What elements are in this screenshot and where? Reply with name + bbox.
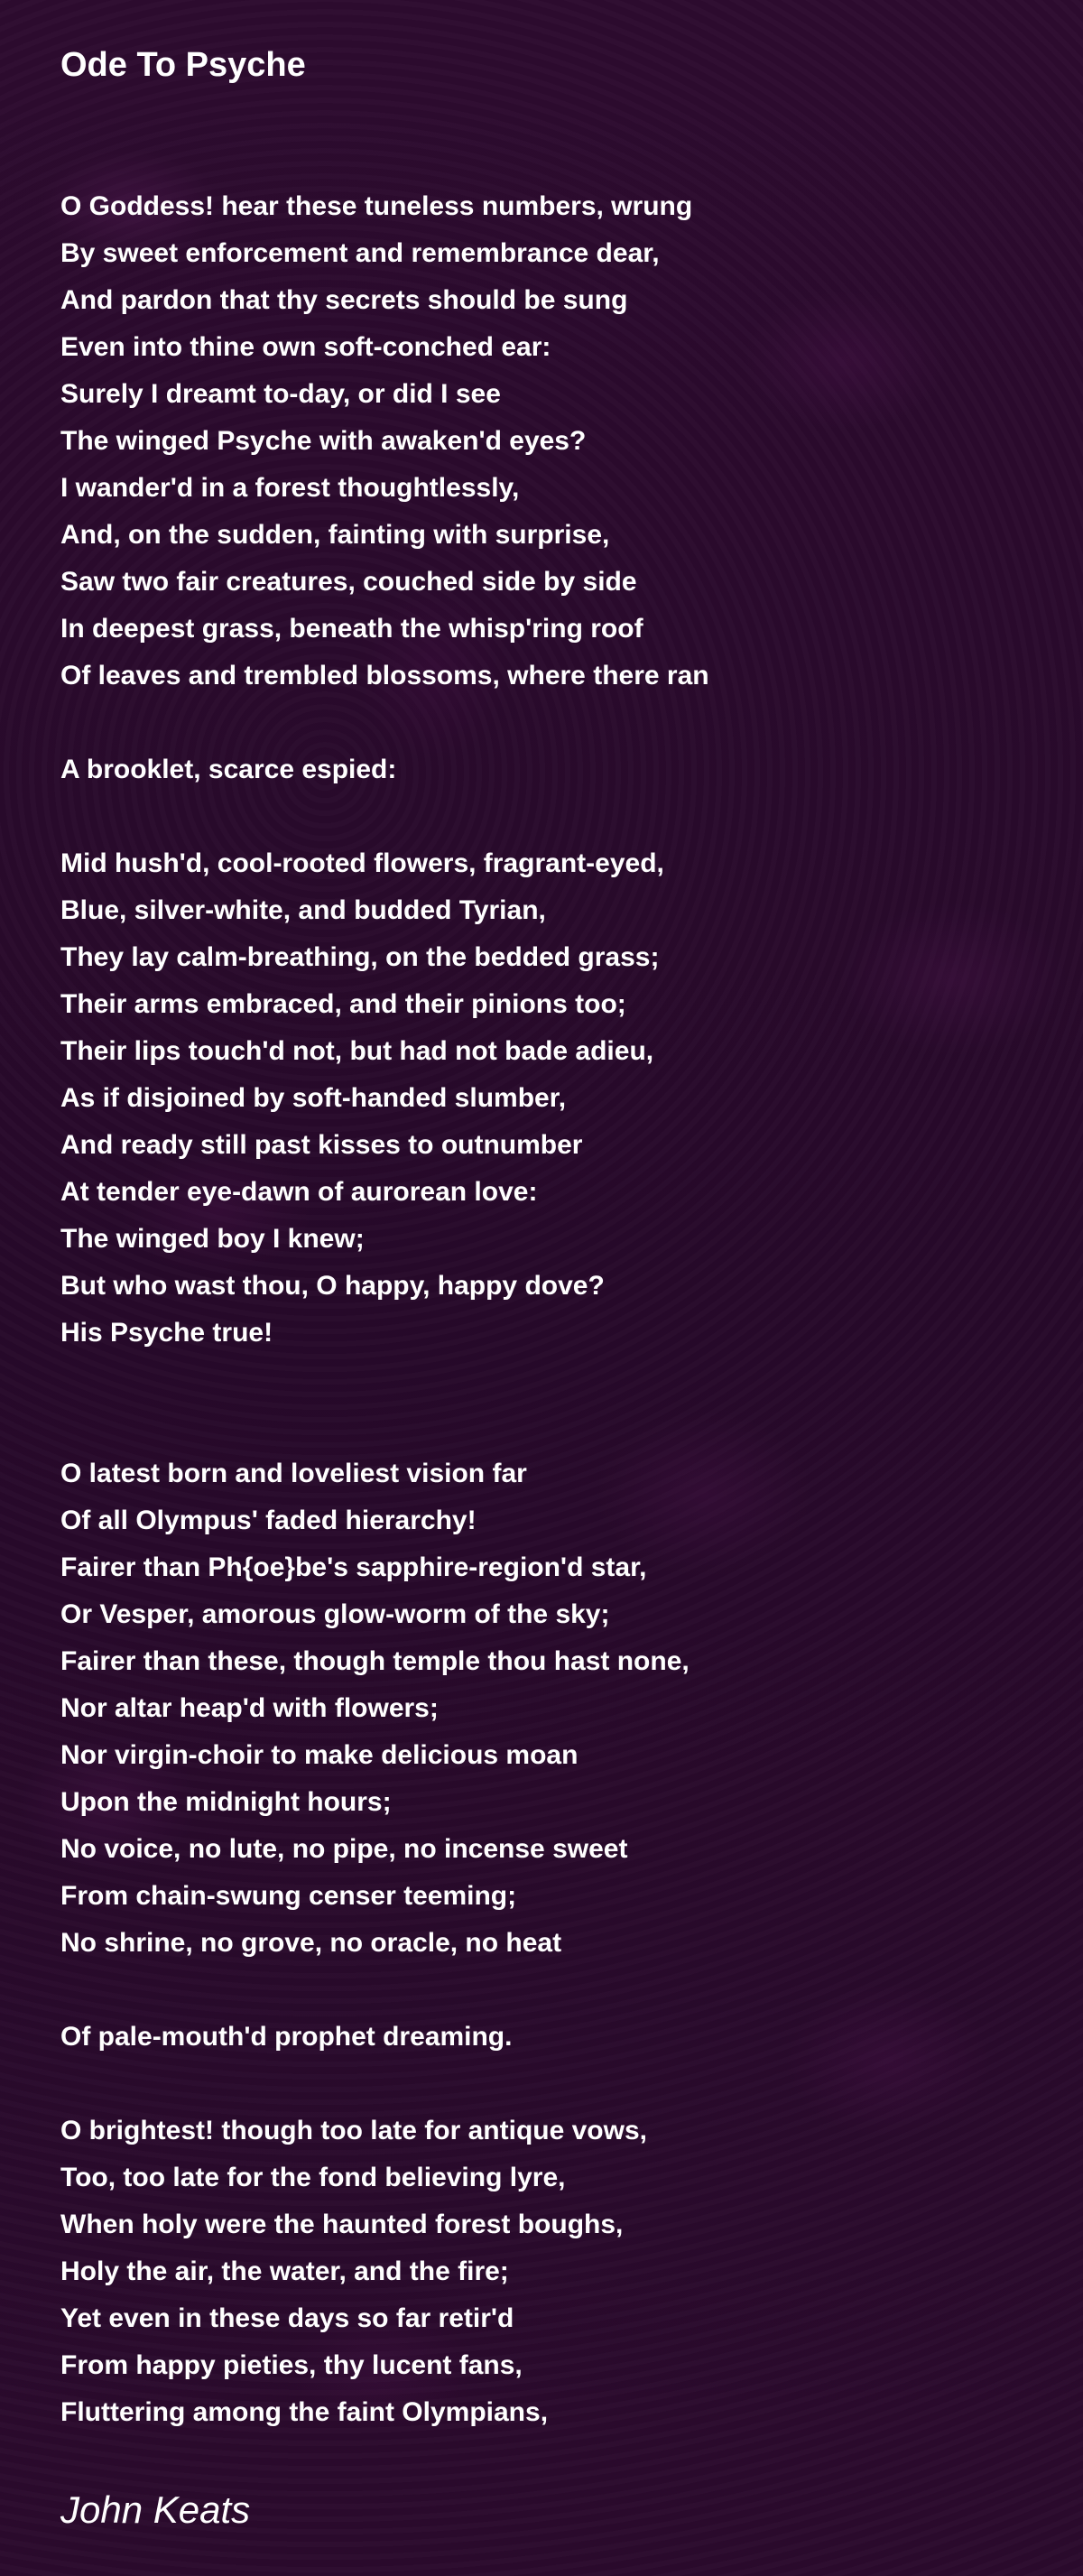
poem-line: The winged boy I knew; [60, 1224, 365, 1254]
poem-line: Blue, silver-white, and budded Tyrian, [60, 895, 546, 925]
stanza-break [60, 1967, 1035, 2014]
poem-line: They lay calm-breathing, on the bedded grass; [60, 942, 660, 972]
poem-line: At tender eye-dawn of aurorean love: [60, 1177, 538, 1207]
poem-line: O latest born and loveliest vision far [60, 1459, 527, 1488]
poem-line: Fluttering among the faint Olympians, [60, 2397, 549, 2427]
poem-body [60, 183, 1035, 2436]
poem-line: O Goddess! hear these tuneless numbers, wrung [60, 191, 693, 221]
poem-line: Nor altar heap'd with flowers; [60, 1693, 439, 1723]
poem-line: Of pale-mouth'd prophet dreaming. [60, 2022, 513, 2052]
poem-line: The winged Psyche with awaken'd eyes? [60, 426, 587, 456]
stanza-break [60, 793, 1035, 840]
poem-line: But who wast thou, O happy, happy dove? [60, 1271, 605, 1301]
poem-author: John Keats [60, 2488, 251, 2531]
poem-line: When holy were the haunted forest boughs, [60, 2210, 624, 2239]
poem-line: His Psyche true! [60, 1318, 273, 1348]
poem-line: And ready still past kisses to outnumber [60, 1130, 583, 1160]
poem-line: Of all Olympus' faded hierarchy! [60, 1506, 477, 1535]
poem-line: Of leaves and trembled blossoms, where there ran [60, 661, 709, 690]
poem-line: And, on the sudden, fainting with surprise, [60, 520, 610, 550]
stanza-break [60, 700, 1035, 746]
poem-line: Their arms embraced, and their pinions too; [60, 989, 626, 1019]
poem-line: In deepest grass, beneath the whisp'ring roof [60, 614, 643, 644]
poem-line: And pardon that thy secrets should be sung [60, 285, 628, 315]
poem-line: Nor virgin-choir to make delicious moan [60, 1740, 579, 1770]
stanza-break [60, 1357, 1035, 1404]
poem-line: I wander'd in a forest thoughtlessly, [60, 473, 520, 503]
poem-line: Even into thine own soft-conched ear: [60, 332, 551, 362]
poem-line: By sweet enforcement and remembrance dear, [60, 238, 660, 268]
poem-line: As if disjoined by soft-handed slumber, [60, 1083, 567, 1113]
poem-title: Ode To Psyche [60, 46, 306, 84]
poem-line: From chain-swung censer teeming; [60, 1881, 517, 1911]
poem-line: From happy pieties, thy lucent fans, [60, 2350, 523, 2380]
poem-line: Fairer than Ph{oe}be's sapphire-region'd star, [60, 1552, 647, 1582]
stanza-break [60, 2061, 1035, 2108]
poem-line: Fairer than these, though temple thou hast none, [60, 1646, 690, 1676]
poem-line: Too, too late for the fond believing lyre, [60, 2163, 566, 2192]
poem-line: A brooklet, scarce espied: [60, 755, 397, 784]
poem-line: No shrine, no grove, no oracle, no heat [60, 1928, 562, 1958]
poem-line: O brightest! though too late for antique vows, [60, 2116, 647, 2145]
poem-line: Saw two fair creatures, couched side by side [60, 567, 637, 597]
poem-line: Mid hush'd, cool-rooted flowers, fragrant-eyed, [60, 848, 664, 878]
poem-line: Holy the air, the water, and the fire; [60, 2256, 509, 2286]
poem-line: Upon the midnight hours; [60, 1787, 392, 1817]
poem-line: Their lips touch'd not, but had not bade adieu, [60, 1036, 654, 1066]
stanza-break [60, 1404, 1035, 1450]
poem-line: No voice, no lute, no pipe, no incense sweet [60, 1834, 628, 1864]
poem-line: Or Vesper, amorous glow-worm of the sky; [60, 1599, 610, 1629]
poem-line: Yet even in these days so far retir'd [60, 2303, 514, 2333]
poem-line: Surely I dreamt to-day, or did I see [60, 379, 501, 409]
